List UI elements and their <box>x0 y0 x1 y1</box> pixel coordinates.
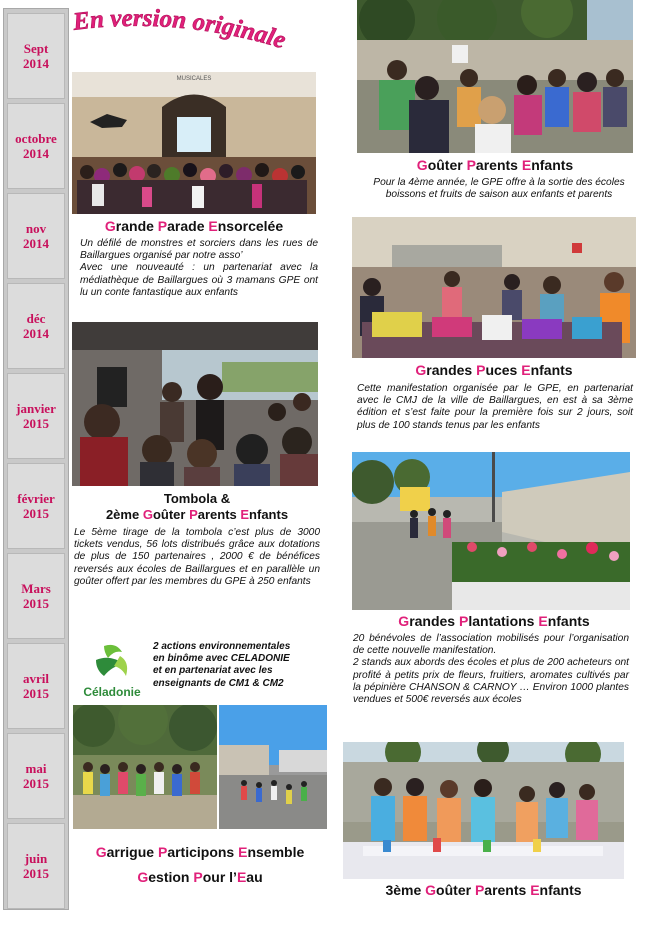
month-mai: mai 2015 <box>7 733 65 819</box>
page-title-banner <box>70 8 320 68</box>
puces-photo <box>352 217 636 358</box>
celadonie-logo <box>74 640 150 700</box>
gouter-1-title: Goûter Parents Enfants <box>416 157 574 173</box>
gouter-3-title: 3ème Goûter Parents Enfants <box>385 882 582 898</box>
month-mars: Mars 2015 <box>7 553 65 639</box>
plantations-title: Grandes Plantations Enfants <box>398 613 590 629</box>
tombola-photo <box>72 322 318 486</box>
parade-description: Un défilé de monstres et sorciers dans les rues de Baillargues organisé par notre asso’ Avec une nouveauté : un partenariat avec la médiathèque de Baillargues où 3 mamans GPE ont lu un conte fantastique aux enfants <box>80 238 318 298</box>
parade-title: Grande Parade Ensorcelée <box>104 218 284 234</box>
gouter-1-description: Pour la 4ème année, le GPE offre à la sortie des écoles boissons et fruits de saison aux enfants et parents <box>373 177 625 201</box>
month-fevrier: février 2015 <box>7 463 65 549</box>
tombola-title: Tombola & 2ème Goûter Parents Enfants <box>105 491 289 522</box>
celadonie-logo-text: Céladonie <box>83 685 141 699</box>
celadonie-description: 2 actions environnementales en binôme avec CELADONIE et en partenariat avec les enseignants de CM1 & CM2 <box>153 641 291 689</box>
month-dec: déc 2014 <box>7 283 65 369</box>
month-octobre: octobre 2014 <box>7 103 65 189</box>
garrigue-photo-1 <box>73 705 217 829</box>
garrigue-title: Garrigue Participons Ensemble Gestion Pour l’Eau <box>95 844 305 885</box>
gouter-photo-1 <box>357 0 633 153</box>
month-juin: juin 2015 <box>7 823 65 909</box>
month-sept: Sept 2014 <box>7 13 65 99</box>
puces-title: Grandes Puces Enfants <box>415 362 573 378</box>
svg-text:En version originale <box>71 8 289 54</box>
month-timeline <box>3 8 69 910</box>
gouter-photo-3 <box>343 742 624 879</box>
tombola-description: Le 5ème tirage de la tombola c’est plus de 3000 tickets vendus, 56 lots distribués grâce aux dotations de plus de 150 partenaires , 2000 € de bénéfices reversés aux écoles de Baillargues et en parallèle un goûter offert par les membres du GPE à 250 enfants <box>74 527 320 587</box>
plantations-description: 20 bénévoles de l’association mobilisés pour l’organisation de cette nouvelle manifestation. 2 stands aux abords des écoles et plus de 200 acheteurs ont profité à petits prix de fleurs, fruitiers, aromates cultivés par la pépinière CHANSON & CARNOY … Environ 1000 plantes vendues et 500€ reversés aux écoles <box>353 633 629 706</box>
page-title: En version originale <box>71 8 289 55</box>
plantations-photo <box>352 452 630 610</box>
puces-description: Cette manifestation organisée par le GPE, en partenariat avec le CMJ de la ville de Baillargues, en est à sa 3ème édition et s’est faite pour la première fois sur 2 jours, soit plus de 100 stands tenus par les enfants <box>357 383 633 431</box>
month-nov: nov 2014 <box>7 193 65 279</box>
parade-photo <box>72 72 316 214</box>
month-avril: avril 2015 <box>7 643 65 729</box>
month-janvier: janvier 2015 <box>7 373 65 459</box>
arch-sign-text: MUSICALES <box>176 76 212 82</box>
garrigue-photo-2 <box>219 705 327 829</box>
